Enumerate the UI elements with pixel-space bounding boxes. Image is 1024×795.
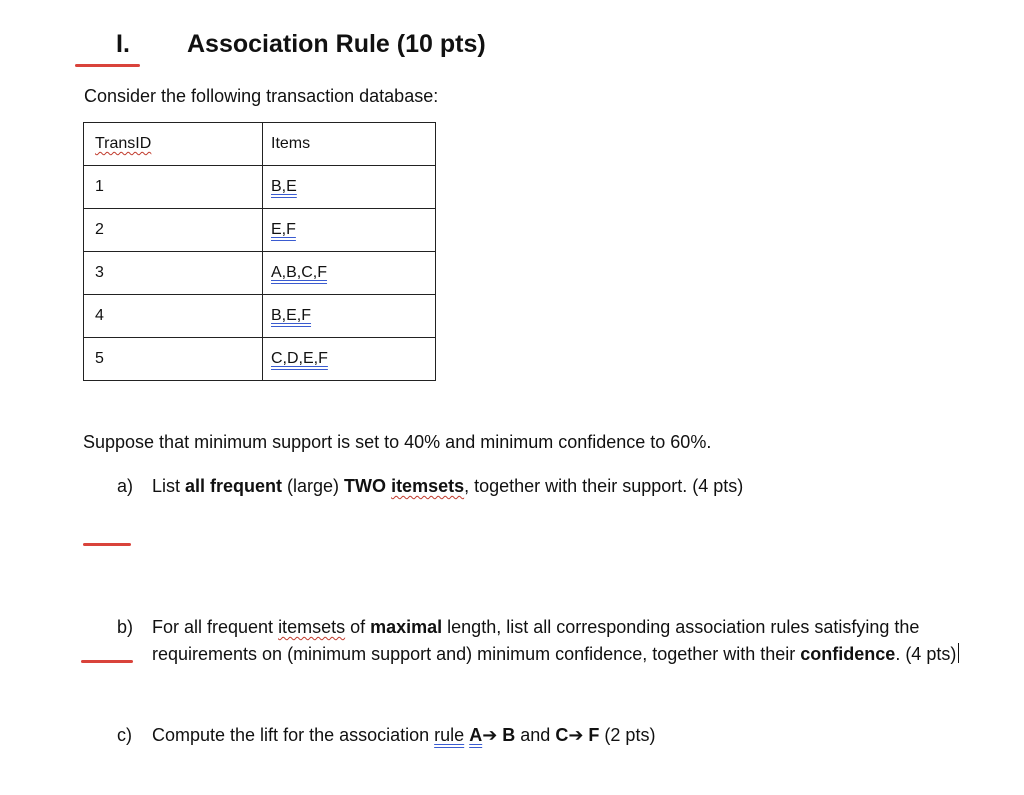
table-row bbox=[84, 338, 436, 381]
table-header-items: Items bbox=[263, 123, 436, 166]
red-annotation-mark bbox=[81, 660, 133, 663]
question-a-label: a) bbox=[117, 476, 134, 496]
table-cell-items: A,B,C,F bbox=[263, 252, 436, 295]
text-cursor bbox=[958, 643, 959, 663]
table-cell-items: C,D,E,F bbox=[263, 338, 436, 381]
transaction-table bbox=[83, 122, 436, 381]
table-header-transid: TransID bbox=[84, 123, 263, 166]
table-row bbox=[84, 295, 436, 338]
red-annotation-mark bbox=[75, 64, 140, 67]
table-cell-items: B,E bbox=[263, 166, 436, 209]
table-cell-items: E,F bbox=[263, 209, 436, 252]
arrow-icon: ➔ bbox=[482, 725, 498, 745]
table-cell-transid: 2 bbox=[84, 209, 263, 252]
support-confidence-statement: Suppose that minimum support is set to 40% and minimum confidence to 60%. bbox=[83, 432, 712, 452]
table-row bbox=[84, 166, 436, 209]
red-annotation-mark bbox=[83, 543, 131, 546]
table-cell-transid: 4 bbox=[84, 295, 263, 338]
table-row bbox=[84, 252, 436, 295]
question-a-text: List all frequent (large) TWO itemsets, together with their support. (4 pts) bbox=[152, 476, 744, 496]
intro-text: Consider the following transaction database: bbox=[84, 86, 439, 106]
arrow-icon: ➔ bbox=[568, 725, 584, 745]
question-c-text: Compute the lift for the association rule A➔ B and C➔ F (2 pts) bbox=[152, 725, 656, 745]
table-row bbox=[84, 209, 436, 252]
question-c-label: c) bbox=[117, 725, 132, 745]
table-cell-items: B,E,F bbox=[263, 295, 436, 338]
question-b-label: b) bbox=[117, 617, 134, 637]
table-header-row bbox=[84, 123, 436, 166]
section-title: Association Rule (10 pts) bbox=[187, 30, 486, 58]
table-cell-transid: 1 bbox=[84, 166, 263, 209]
table-cell-transid: 5 bbox=[84, 338, 263, 381]
question-b-text: For all frequent itemsets of maximal length, list all corresponding association rules satisfying the requirements on (minimum support and) minimum confidence, together with their confidence. (4 pts) bbox=[152, 614, 992, 668]
table-cell-transid: 3 bbox=[84, 252, 263, 295]
section-number: I. bbox=[116, 30, 130, 58]
